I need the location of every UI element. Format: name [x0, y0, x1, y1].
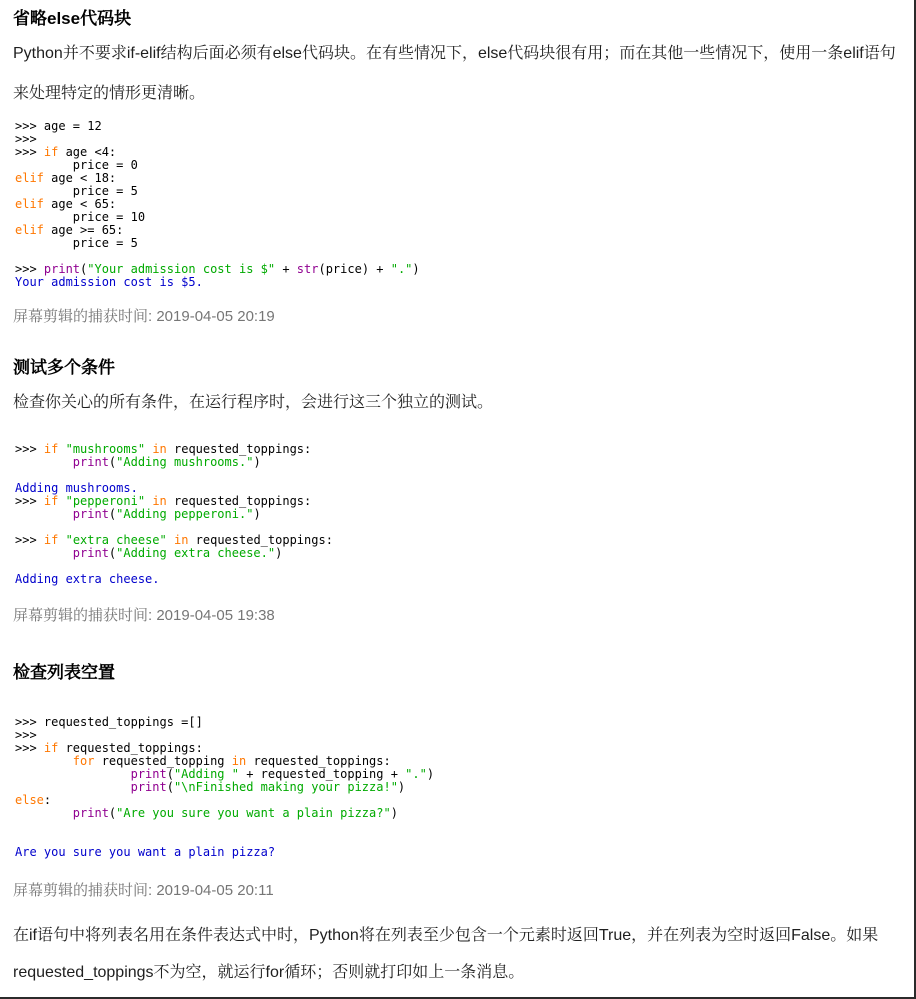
code-block-age-elif: [15, 120, 901, 289]
code-token: (: [108, 455, 117, 469]
code-line: [15, 781, 901, 794]
code-line: [15, 185, 901, 198]
code-token: "Adding pepperoni.": [116, 507, 254, 521]
section-else-block: [13, 8, 901, 327]
code-line: [15, 820, 901, 833]
body-paragraph: Python并不要求if-elif结构后面必须有else代码块。在有些情况下，else代码块很有用；而在其他一些情况下，使用一条elif语句来处理特定的情形更清晰。: [13, 45, 896, 102]
code-block-toppings-if: [15, 443, 901, 586]
code-token: (: [108, 546, 117, 560]
code-token: ): [253, 507, 261, 521]
code-token: "extra cheese": [65, 533, 167, 547]
section-multiple-conditions: [13, 357, 901, 626]
code-line: [15, 547, 901, 560]
screen-clip-timestamp: [13, 307, 901, 327]
code-line: [15, 807, 901, 820]
code-token: [58, 494, 65, 508]
code-token: (: [166, 780, 174, 794]
code-token: in: [231, 754, 247, 768]
code-token: if: [43, 145, 59, 159]
code-token: >>> age = 12: [15, 119, 102, 133]
code-token: [58, 442, 65, 456]
code-token: price = 10: [15, 210, 146, 224]
code-token: ): [390, 806, 398, 820]
code-token: >>>: [15, 132, 37, 146]
code-token: >>>: [15, 262, 44, 276]
code-token: >>>: [15, 741, 44, 755]
timestamp-label: 屏幕剪辑的捕获时间:: [13, 882, 153, 899]
code-token: requested_toppings:: [58, 741, 203, 755]
code-line: [15, 198, 901, 211]
code-token: ".": [390, 262, 413, 276]
code-token: + requested_topping +: [238, 767, 406, 781]
code-token: price = 0: [15, 158, 138, 172]
section-heading: 省略else代码块: [13, 9, 132, 28]
screen-clip-timestamp: [13, 881, 901, 901]
code-token: "Adding mushrooms.": [116, 455, 254, 469]
timestamp-label: 屏幕剪辑的捕获时间:: [13, 308, 153, 325]
code-token: str: [296, 262, 319, 276]
code-token: for: [72, 754, 95, 768]
code-line: [15, 573, 901, 586]
code-token: age < 18:: [43, 171, 117, 185]
code-token: Are you sure you want a plain pizza?: [15, 845, 276, 859]
code-line: [15, 172, 901, 185]
code-token: print: [72, 507, 109, 521]
code-token: "Adding ": [173, 767, 239, 781]
code-token: in: [152, 442, 167, 456]
code-token: elif: [15, 223, 44, 237]
code-token: else: [15, 793, 44, 807]
code-token: "Your admission cost is $": [87, 262, 276, 276]
code-line: [15, 508, 901, 521]
section-heading: 检查列表空置: [13, 663, 115, 682]
code-token: print: [72, 546, 109, 560]
code-token: elif: [15, 197, 44, 211]
code-token: (: [80, 262, 88, 276]
code-token: requested_toppings:: [188, 533, 333, 547]
code-token: [58, 533, 65, 547]
timestamp-value: 2019-04-05 20:11: [156, 882, 274, 899]
code-line: [15, 224, 901, 237]
code-token: elif: [15, 171, 44, 185]
code-token: if: [43, 533, 59, 547]
code-token: print: [72, 455, 109, 469]
timestamp-value: 2019-04-05 20:19: [156, 308, 275, 325]
code-line: [15, 133, 901, 146]
code-token: +: [275, 262, 297, 276]
code-token: [15, 806, 73, 820]
code-token: ): [275, 546, 283, 560]
code-token: >>>: [15, 533, 44, 547]
code-token: >>> requested_toppings =[]: [15, 715, 203, 729]
code-token: [15, 507, 73, 521]
code-token: if: [43, 442, 59, 456]
code-token: requested_topping: [94, 754, 232, 768]
code-token: (: [108, 507, 117, 521]
code-token: print: [130, 780, 167, 794]
code-line: [15, 146, 901, 159]
code-token: if: [43, 494, 59, 508]
code-token: :: [43, 793, 52, 807]
code-token: [15, 767, 131, 781]
body-paragraph: 检查你关心的所有条件，在运行程序时，会进行这三个独立的测试。: [13, 394, 494, 411]
code-token: >>>: [15, 442, 44, 456]
code-block-empty-list: [15, 716, 901, 859]
timestamp-value: 2019-04-05 19:38: [156, 607, 275, 624]
code-line: [15, 716, 901, 729]
code-token: print: [130, 767, 167, 781]
code-token: >>>: [15, 494, 44, 508]
timestamp-label: 屏幕剪辑的捕获时间:: [13, 607, 153, 624]
code-token: ): [426, 767, 435, 781]
code-token: requested_toppings:: [246, 754, 391, 768]
code-token: age <4:: [58, 145, 117, 159]
code-token: (price) +: [318, 262, 391, 276]
code-token: requested_toppings:: [166, 494, 312, 508]
code-line: [15, 159, 901, 172]
code-line: [15, 276, 901, 289]
code-token: price = 5: [15, 236, 138, 250]
code-token: "mushrooms": [65, 442, 146, 456]
code-line: [15, 237, 901, 250]
code-token: "Are you sure you want a plain pizza?": [116, 806, 391, 820]
code-line: [15, 469, 901, 482]
code-token: "Adding extra cheese.": [116, 546, 276, 560]
code-token: >>>: [15, 728, 37, 742]
code-token: ): [397, 780, 406, 794]
code-token: age >= 65:: [43, 223, 124, 237]
code-line: [15, 120, 901, 133]
screen-clip-timestamp: [13, 606, 901, 626]
code-token: [15, 455, 73, 469]
code-token: ): [253, 455, 261, 469]
section-empty-list-check: [13, 662, 901, 901]
code-token: "pepperoni": [65, 494, 146, 508]
code-token: >>>: [15, 145, 44, 159]
code-token: price = 5: [15, 184, 138, 198]
code-token: ".": [405, 767, 427, 781]
code-token: [15, 754, 73, 768]
code-token: print: [72, 806, 109, 820]
code-token: [167, 533, 174, 547]
section-heading: 测试多个条件: [13, 358, 115, 377]
code-token: Adding extra cheese.: [15, 572, 160, 586]
code-token: Adding mushrooms.: [15, 481, 138, 495]
code-token: if: [43, 741, 59, 755]
code-token: [15, 546, 73, 560]
code-token: in: [152, 494, 167, 508]
footer-paragraph: 在if语句中将列表名用在条件表达式中时，Python将在列表至少包含一个元素时返回True，并在列表为空时返回False。如果requested_toppings不为空，就运行for循环；否则就打印如上一条消息。: [13, 927, 879, 981]
code-token: Your admission cost is $5.: [15, 275, 203, 289]
code-line: [15, 846, 901, 859]
code-token: requested_toppings:: [166, 442, 312, 456]
code-token: [15, 780, 131, 794]
code-token: (: [166, 767, 174, 781]
code-token: "\nFinished making your pizza!": [173, 780, 398, 794]
code-token: (: [108, 806, 117, 820]
code-token: age < 65:: [43, 197, 117, 211]
code-token: print: [43, 262, 81, 276]
code-line: [15, 456, 901, 469]
code-token: in: [173, 533, 189, 547]
code-line: [15, 211, 901, 224]
code-token: ): [412, 262, 420, 276]
